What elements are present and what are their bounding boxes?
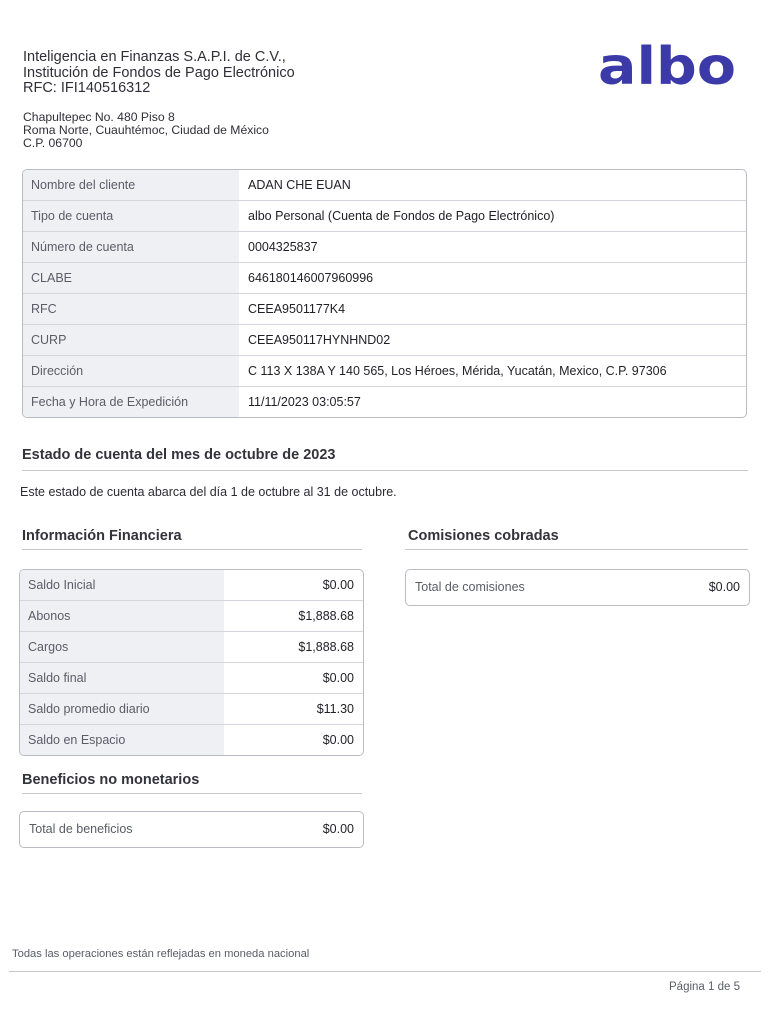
albo-logo	[598, 36, 738, 96]
commissions-title: Comisiones cobradas	[408, 528, 559, 544]
financial-info-title: Información Financiera	[22, 528, 182, 544]
total-benefits-value: $0.00	[322, 822, 354, 836]
total-benefits-label: Total de beneficios	[29, 822, 133, 836]
benefits-table	[19, 811, 364, 848]
account-number-value: 0004325837	[248, 240, 318, 254]
table-row	[20, 662, 363, 693]
charges-label: Cargos	[20, 632, 224, 662]
curp-label: CURP	[23, 325, 239, 355]
space-balance-label: Saldo en Espacio	[20, 725, 224, 755]
benefits-divider	[22, 793, 362, 794]
address-line-2: Roma Norte, Cuauhtémoc, Ciudad de México	[23, 123, 269, 137]
table-row	[23, 324, 746, 355]
charges-value: $1,888.68	[298, 640, 354, 654]
commissions-table	[405, 569, 750, 606]
table-row	[23, 293, 746, 324]
company-address	[23, 111, 269, 150]
statement-title: Estado de cuenta del mes de octubre de 2023	[22, 447, 336, 463]
table-row	[20, 724, 363, 755]
total-commissions-label: Total de comisiones	[415, 580, 525, 594]
avg-daily-balance-label: Saldo promedio diario	[20, 694, 224, 724]
address-label: Dirección	[23, 356, 239, 386]
table-row	[23, 355, 746, 386]
clabe-label: CLABE	[23, 263, 239, 293]
account-type-value: albo Personal (Cuenta de Fondos de Pago Electrónico)	[248, 209, 555, 223]
clabe-value: 646180146007960996	[248, 271, 374, 285]
curp-value: CEEA950117HYNHND02	[248, 333, 391, 347]
statement-period: Este estado de cuenta abarca del día 1 de octubre al 31 de octubre.	[20, 485, 397, 499]
table-row	[23, 231, 746, 262]
financial-info-table	[19, 569, 364, 756]
final-balance-value: $0.00	[322, 671, 354, 685]
benefits-title: Beneficios no monetarios	[22, 772, 200, 788]
table-row	[20, 693, 363, 724]
commissions-divider	[405, 549, 748, 550]
table-row	[23, 170, 746, 200]
client-name-label: Nombre del cliente	[23, 170, 239, 200]
table-row	[23, 386, 746, 417]
page-number: Página 1 de 5	[669, 981, 740, 993]
financial-info-divider	[22, 549, 362, 550]
final-balance-label: Saldo final	[20, 663, 224, 693]
company-header	[23, 50, 295, 97]
initial-balance-label: Saldo Inicial	[20, 570, 224, 600]
total-commissions-value: $0.00	[708, 580, 740, 594]
issue-date-label: Fecha y Hora de Expedición	[23, 387, 239, 417]
company-name: Inteligencia en Finanzas S.A.P.I. de C.V.,	[23, 49, 286, 65]
account-type-label: Tipo de cuenta	[23, 201, 239, 231]
table-row	[23, 200, 746, 231]
company-type: Institución de Fondos de Pago Electrónico	[23, 64, 295, 81]
logo-text: albo	[598, 37, 736, 96]
currency-note: Todas las operaciones están reflejadas en moneda nacional	[12, 948, 310, 960]
account-number-label: Número de cuenta	[23, 232, 239, 262]
deposits-value: $1,888.68	[298, 609, 354, 623]
avg-daily-balance-value: $11.30	[316, 702, 354, 716]
deposits-label: Abonos	[20, 601, 224, 631]
table-row	[20, 631, 363, 662]
space-balance-value: $0.00	[322, 733, 354, 747]
table-row	[20, 600, 363, 631]
client-info-table	[22, 169, 747, 418]
rfc-label: RFC	[23, 294, 239, 324]
table-row	[23, 262, 746, 293]
initial-balance-value: $0.00	[322, 578, 354, 592]
issue-date-value: 11/11/2023 03:05:57	[248, 395, 361, 409]
table-row	[20, 570, 363, 600]
client-name-value: ADAN CHE EUAN	[248, 178, 351, 192]
address-value: C 113 X 138A Y 140 565, Los Héroes, Mérida, Yucatán, Mexico, C.P. 97306	[248, 364, 667, 378]
table-row	[20, 812, 363, 847]
address-line-1: Chapultepec No. 480 Piso 8	[23, 110, 175, 124]
company-rfc: RFC: IFI140516312	[23, 80, 151, 96]
rfc-value: CEEA9501177K4	[248, 302, 346, 316]
table-row	[406, 570, 749, 605]
footer-divider	[9, 971, 761, 972]
statement-divider	[22, 470, 748, 471]
address-line-3: C.P. 06700	[23, 136, 83, 150]
